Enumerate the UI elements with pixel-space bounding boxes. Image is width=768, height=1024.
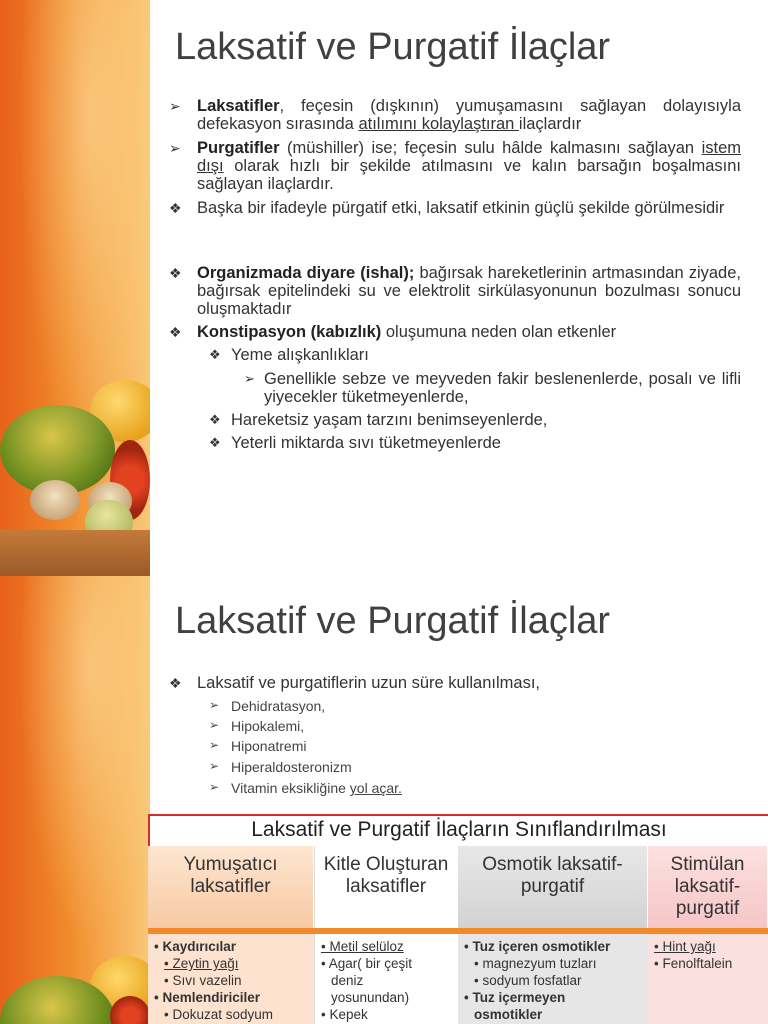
pumpkin-decoration [0,405,115,495]
arrow-bullet-icon: ➢ [209,698,220,712]
bullet-laksatifler: ➢ Laksatifler, feçesin (dışkının) yumuşamasını sağlayan dolayısıyla defekasyon sırasında atılımını kolaylaştıran ilaçlardır [169,97,741,133]
pumpkin-decoration [85,500,133,544]
bullet-purgatifler: ➢ Purgatifler (müshiller) ise; feçesin sulu hâlde kalmasını sağlayan istem dışı olarak hızlı bir şekilde atılmasını ve kalın barsağın boşalmasını sağlayan ilaçlardır. [169,139,741,193]
autumn-side-image [0,576,150,1024]
sub-bullet-sivi: ❖ Yeterli miktarda sıvı tüketmeyenlerde [209,434,501,452]
pumpkin-decoration [90,956,150,1018]
list-item: ➢ Dehidratasyon, [209,698,326,714]
list-item: ➢ Vitamin eksikliğine yol açar. [209,780,402,796]
diamond-bullet-icon: ❖ [169,675,182,691]
diamond-bullet-icon: ❖ [169,324,182,340]
diamond-bullet-icon: ❖ [169,200,182,216]
arrow-bullet-icon: ➢ [209,759,220,773]
page-title: Laksatif ve Purgatif İlaçlar [175,600,611,642]
table-cell: • Tuz içeren osmotikler • magnezyum tuzları • sodyum fosfatlar • Tuz içermeyen osmotikler [458,934,648,1024]
berries-decoration [110,996,150,1024]
arrow-bullet-icon: ➢ [169,98,181,114]
table-surface [0,530,150,576]
diamond-bullet-icon: ❖ [169,265,182,281]
table-cell: • Hint yağı • Fenolftalein [648,934,768,1024]
diamond-bullet-icon: ❖ [209,412,221,427]
sub-bullet-yeme: ❖ Yeme alışkanlıkları [209,346,369,364]
mushroom-decoration [88,482,132,520]
table-cell: • Metil selüloz • Agar( bir çeşit deniz yosunundan) • Kepek [314,934,458,1024]
arrow-bullet-icon: ➢ [169,140,181,156]
arrow-bullet-icon: ➢ [209,780,220,794]
diamond-bullet-icon: ❖ [209,435,221,450]
table-title: Laksatif ve Purgatif İlaçların Sınıflandırılması [148,814,768,848]
list-item: ➢ Hipokalemi, [209,718,305,734]
arrow-bullet-icon: ➢ [244,371,255,386]
column-header: Kitle Oluşturan laksatifler [314,846,458,928]
diamond-bullet-icon: ❖ [209,347,221,362]
autumn-side-image [0,0,150,576]
list-item: ➢ Hiperaldosteronizm [209,759,352,775]
bullet-pugatif-etki: ❖ Başka bir ifadeyle pürgatif etki, laksatif etkinin güçlü şekilde görülmesidir [169,199,725,217]
column-header: Osmotik laksatif-purgatif [458,846,648,928]
column-header: Stimülan laksatif-purgatif [648,846,768,928]
pumpkin-decoration [90,380,150,442]
berries-decoration [110,440,150,520]
mushroom-decoration [30,480,80,520]
arrow-bullet-icon: ➢ [209,738,220,752]
page-title: Laksatif ve Purgatif İlaçlar [175,26,611,68]
arrow-bullet-icon: ➢ [209,718,220,732]
slide-2 [0,576,768,1024]
bullet-uzun-sure: ❖ Laksatif ve purgatiflerin uzun süre kullanılması, [169,674,541,692]
sub-bullet-hareketsiz: ❖ Hareketsiz yaşam tarzını benimseyenlerde, [209,411,548,429]
classification-table [148,814,768,1024]
sub-sub-bullet-sebze: ➢ Genellikle sebze ve meyveden fakir beslenenlerde, posalı ve lifli yiyecekler tüketmeyenlerde, [244,370,741,406]
column-header: Yumuşatıcı laksatifler [148,846,314,928]
list-item: ➢ Hiponatremi [209,738,307,754]
bullet-konstipasyon: ❖ Konstipasyon (kabızlık) oluşumuna neden olan etkenler [169,323,617,341]
bullet-diyare: ❖ Organizmada diyare (ishal); bağırsak hareketlerinin artmasından ziyade, bağırsak epitelindeki su ve elektrolit sirkülasyonunun bozulması sonucu oluşmaktadır [169,264,741,318]
pumpkin-decoration [0,976,115,1024]
table-cell: • Kaydırıcılar • Zeytin yağı • Sıvı vazelin • Nemlendiriciler • Dokuzat sodyum [148,934,314,1024]
